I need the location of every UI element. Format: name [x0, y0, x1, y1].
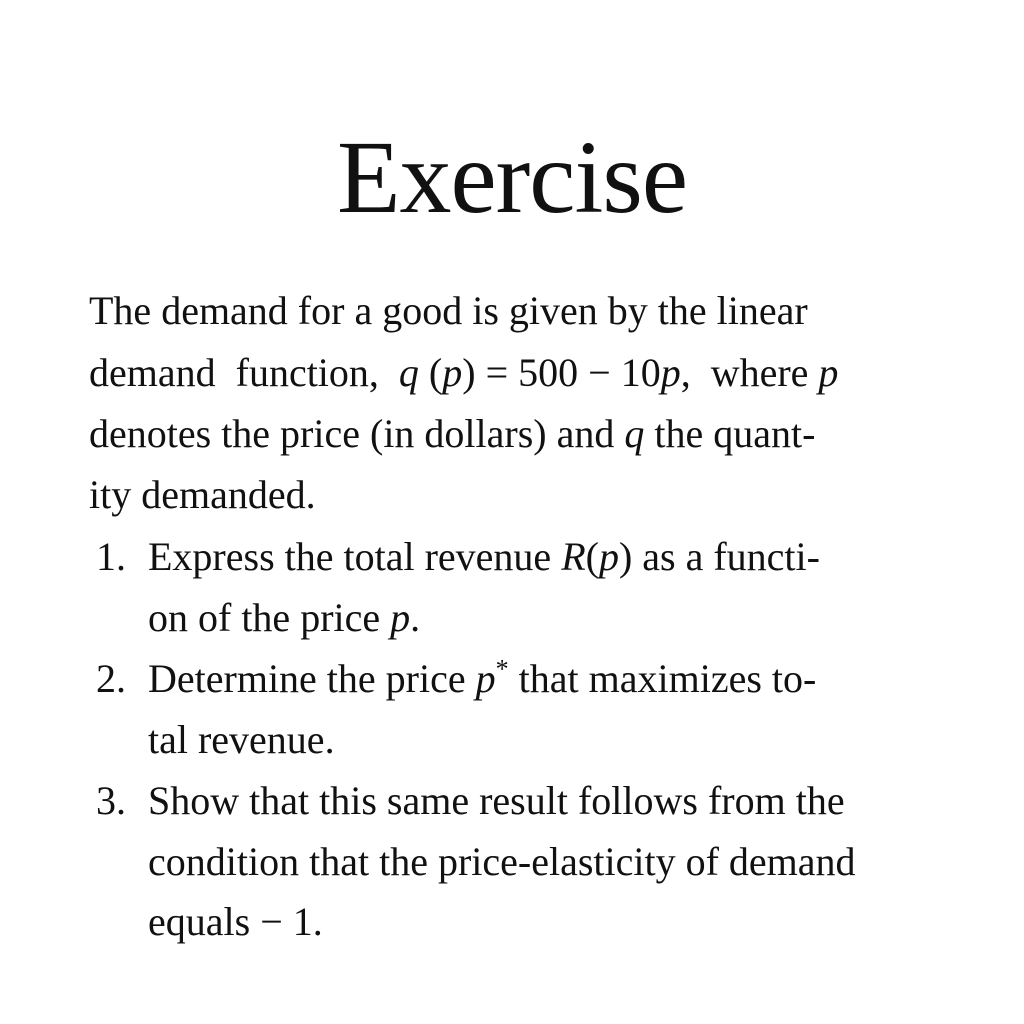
item-line	[148, 533, 820, 581]
item-text: .	[410, 595, 421, 640]
intro-text: , where	[680, 350, 819, 395]
item-text: on of the price	[148, 595, 391, 640]
intro-text: denotes the price (in dollars) and	[89, 411, 625, 456]
math-var-q: q	[398, 350, 419, 395]
item-number: 1.	[96, 534, 126, 579]
item-text: tal revenue.	[148, 717, 335, 762]
intro-line-2	[89, 349, 838, 397]
intro-line-4	[89, 471, 316, 519]
math-var-p: p	[598, 534, 619, 579]
math-var-p: p	[660, 350, 681, 395]
math-var-q: q	[624, 411, 645, 456]
intro-text: ity demanded.	[89, 472, 316, 517]
item-text: equals − 1.	[148, 899, 323, 944]
item-line	[148, 594, 420, 642]
item-line	[148, 898, 323, 946]
item-number: 3.	[96, 778, 126, 823]
page-title: Exercise	[336, 120, 687, 235]
intro-text: The demand for a good is given by the linear	[89, 288, 808, 333]
item-line	[148, 777, 845, 825]
intro-text: (	[418, 350, 443, 395]
intro-text: the quant-	[644, 411, 816, 456]
item-line	[148, 838, 856, 886]
item-text: (	[585, 534, 599, 579]
math-var-R: R	[561, 534, 586, 579]
math-var-p-star: p	[475, 656, 496, 701]
math-var-p: p	[390, 595, 411, 640]
intro-line-3	[89, 410, 815, 458]
math-var-p: p	[818, 350, 839, 395]
item-text: that maximizes to-	[508, 656, 817, 701]
intro-text: ) = 500 − 10	[462, 350, 661, 395]
math-var-p: p	[442, 350, 463, 395]
item-line	[148, 655, 816, 703]
item-text: Determine the price	[148, 656, 476, 701]
intro-line-1	[89, 287, 808, 335]
item-number: 2.	[96, 656, 126, 701]
item-line	[148, 716, 335, 764]
item-text: Express the total revenue	[148, 534, 562, 579]
item-text: Show that this same result follows from the	[148, 778, 845, 823]
intro-text: demand function,	[89, 350, 399, 395]
superscript-star: *	[495, 654, 509, 684]
item-text: ) as a functi-	[618, 534, 820, 579]
item-text: condition that the price-elasticity of demand	[148, 839, 856, 884]
